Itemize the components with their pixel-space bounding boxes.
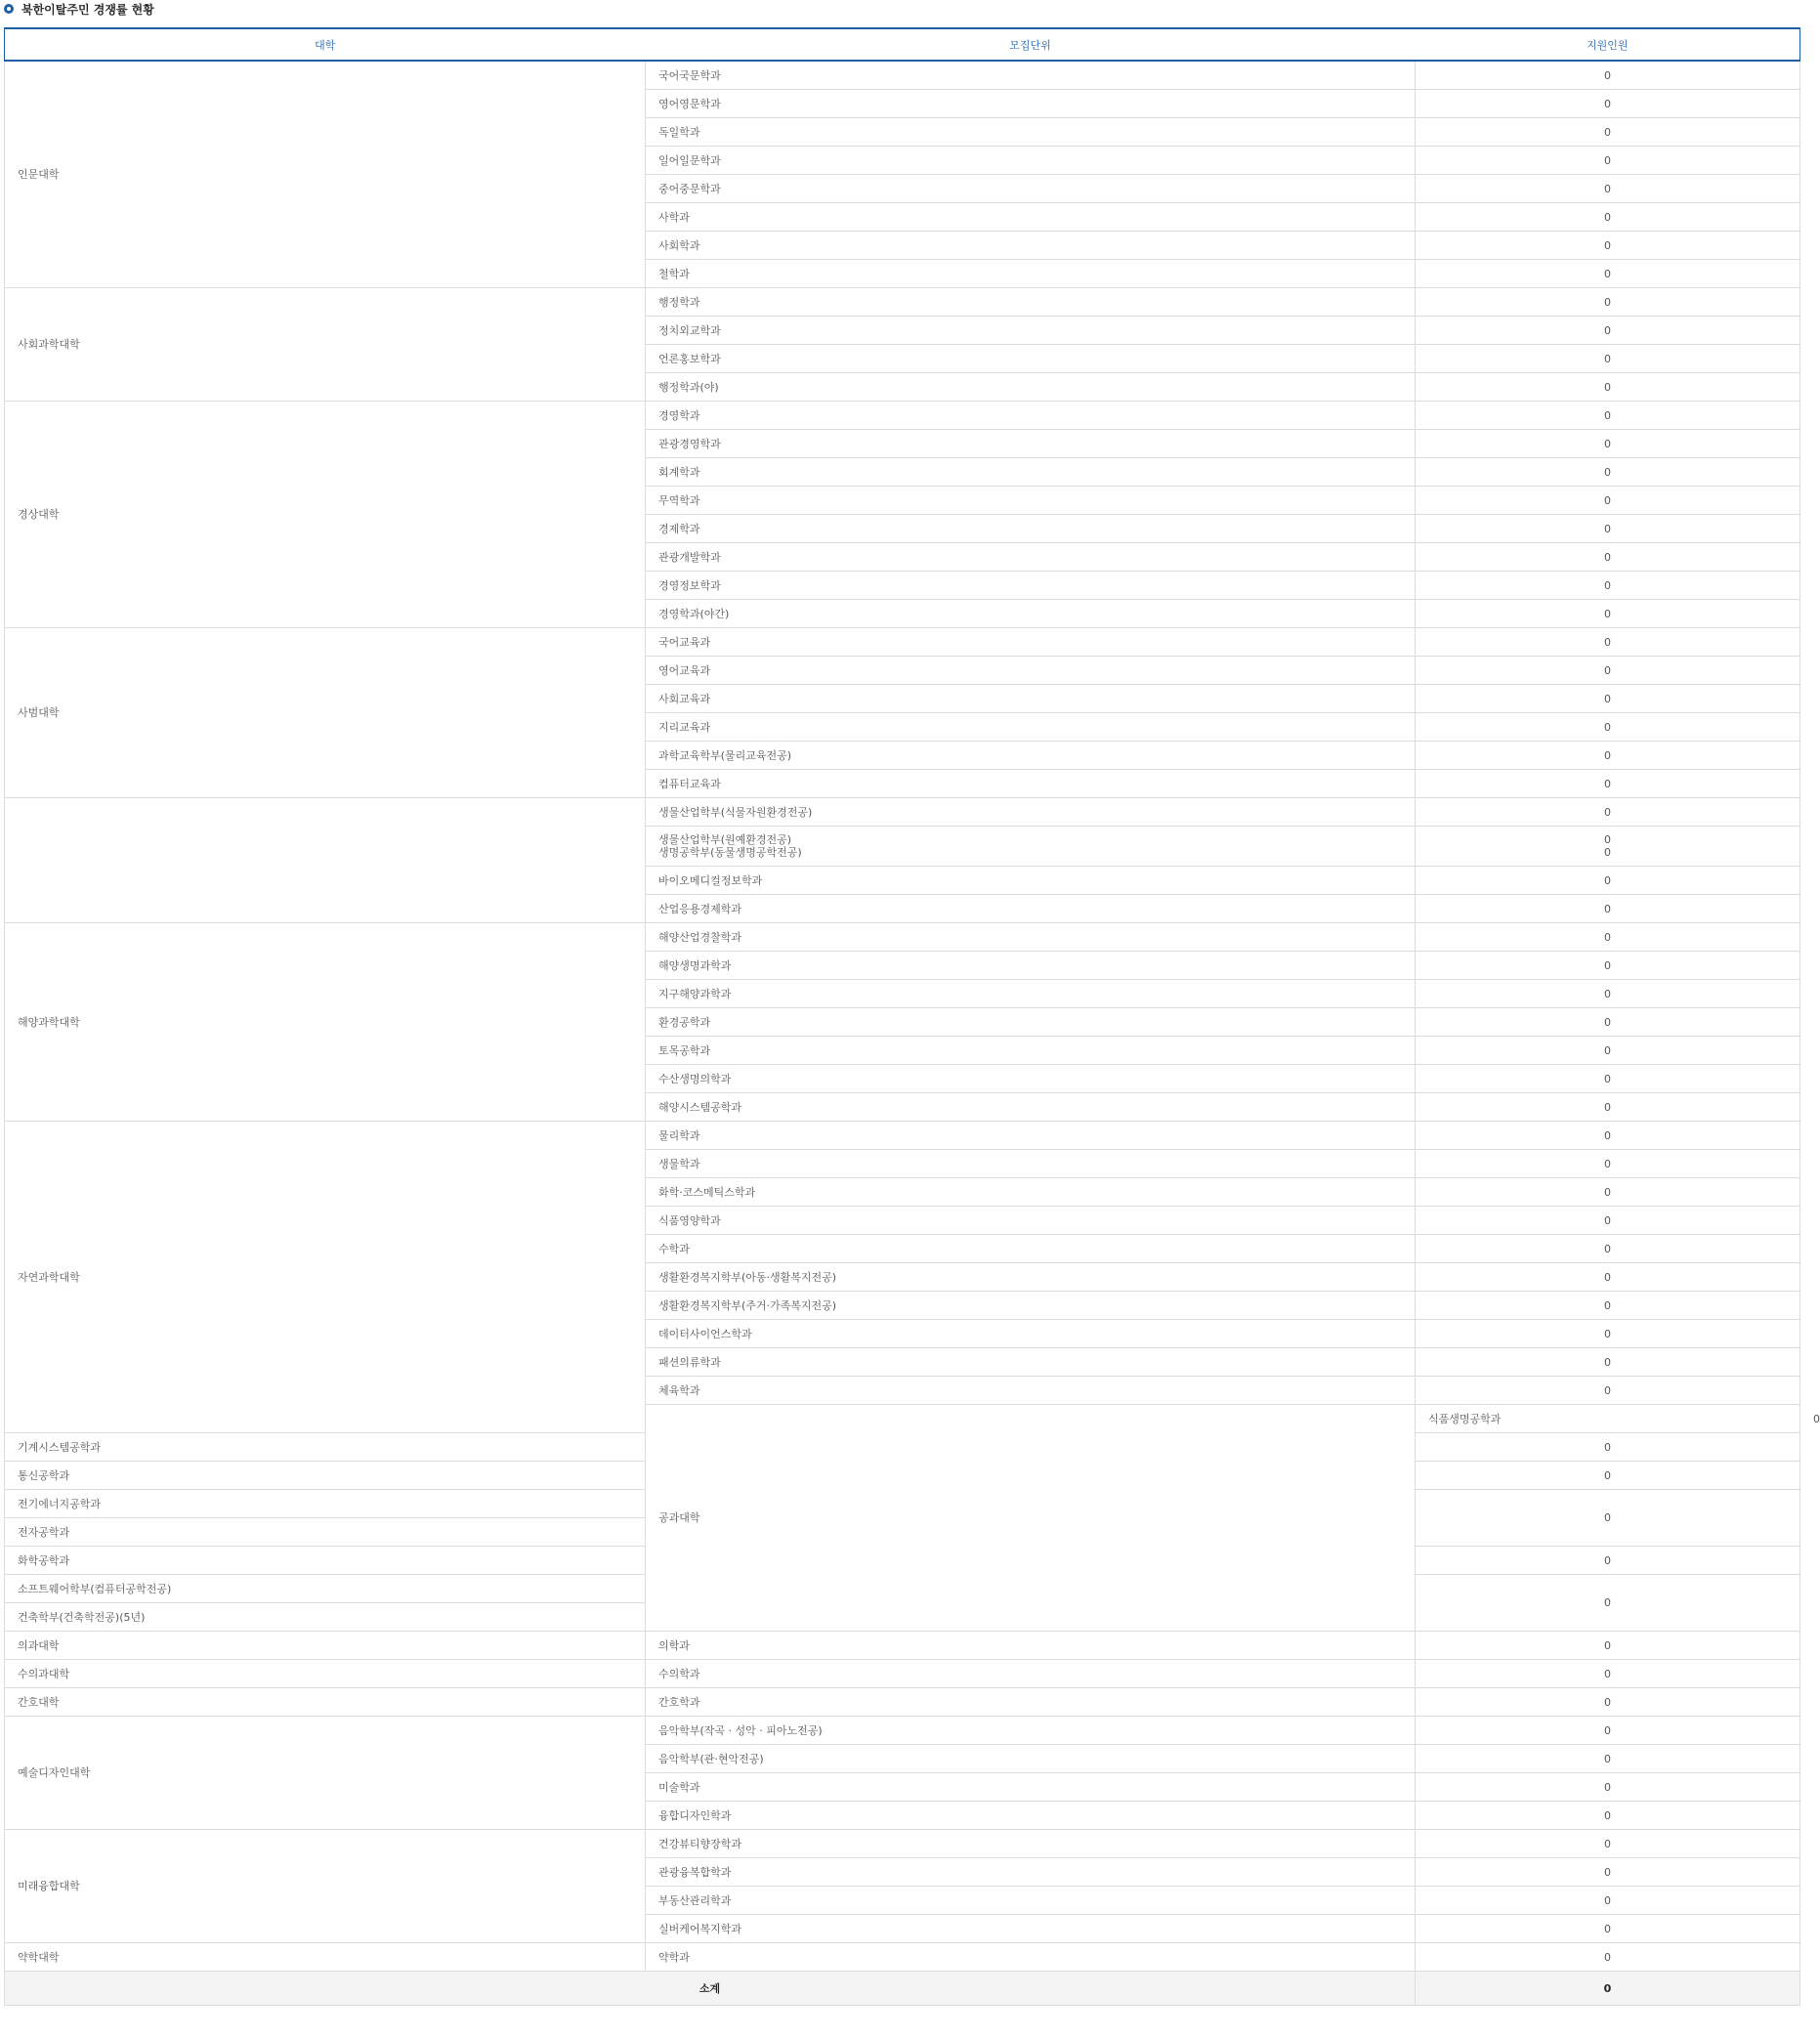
count-line: 0 [1604,846,1611,859]
count-cell: 0 [1416,1858,1800,1887]
count-cell: 0 [1416,1320,1800,1348]
count-cell: 0 [1416,798,1800,827]
dept-cell: 과학교육학부(물리교육전공) [646,742,1416,770]
count-cell [1416,827,1800,867]
table-header-row [5,28,1800,61]
count-cell: 0 [1416,288,1800,317]
dept-cell: 사회학과 [646,232,1416,260]
dept-line: 생명공학부(동물생명공학전공) [658,846,802,859]
count-cell: 0 [1416,543,1800,572]
count-cell: 0 [1416,118,1800,147]
dept-cell: 실버케어복지학과 [646,1915,1416,1943]
dept-cell: 경제학과 [646,515,1416,543]
dept-cell: 환경공학과 [646,1008,1416,1037]
dept-cell: 부동산관리학과 [646,1887,1416,1915]
dept-cell: 전자공학과 [5,1518,646,1547]
dept-cell: 패션의류학과 [646,1348,1416,1377]
dept-cell: 해양시스템공학과 [646,1093,1416,1122]
count-cell: 0 [1416,1745,1800,1773]
dept-cell: 관광개발학과 [646,543,1416,572]
college-cell: 간호대학 [5,1688,646,1717]
college-cell [5,798,646,923]
dept-line: 생물산업학부(원예환경전공) [658,833,792,846]
dept-cell: 해양산업경찰학과 [646,923,1416,952]
count-cell: 0 [1416,232,1800,260]
count-cell: 0 [1416,980,1800,1008]
count-cell: 0 [1416,1462,1800,1490]
count-cell: 0 [1416,1547,1800,1575]
dept-cell: 식품생명공학과 [1416,1405,1800,1433]
count-cell: 0 [1416,203,1800,232]
count-cell: 0 [1416,1235,1800,1263]
college-cell: 의과대학 [5,1632,646,1660]
dept-cell [646,827,1416,867]
count-cell: 0 [1416,628,1800,657]
subtotal-value: 0 [1416,1972,1800,2006]
dept-cell: 무역학과 [646,487,1416,515]
table-body [5,61,1820,1972]
section-title-row [4,0,154,18]
table-row [5,1943,1800,1972]
count-cell: 0 [1416,1037,1800,1065]
count-cell: 0 [1416,770,1800,798]
subtotal-label: 소계 [5,1972,1416,2006]
count-cell: 0 [1416,1207,1800,1235]
table-row [5,1122,1800,1150]
count-cell: 0 [1416,373,1800,402]
count-cell: 0 [1416,572,1800,600]
dept-cell: 수학과 [646,1235,1416,1263]
table-row [5,1660,1800,1688]
dept-cell: 경영학과 [646,402,1416,430]
dept-cell: 산업응용경제학과 [646,895,1416,923]
table-row [5,1632,1800,1660]
dept-cell: 수산생명의학과 [646,1065,1416,1093]
dept-cell: 생활환경복지학부(아동·생활복지전공) [646,1263,1416,1292]
dept-cell: 융합디자인학과 [646,1802,1416,1830]
college-cell: 인문대학 [5,61,646,288]
count-cell: 0 [1416,1660,1800,1688]
count-cell: 0 [1416,1065,1800,1093]
count-cell: 0 [1416,1887,1800,1915]
dept-cell: 건축학부(건축학전공)(5년) [5,1603,646,1632]
header-college: 대학 [5,28,646,61]
header-count: 지원인원 [1416,28,1800,61]
dept-cell: 약학과 [646,1943,1416,1972]
dept-cell: 경영학과(야간) [646,600,1416,628]
dept-cell: 정치외교학과 [646,317,1416,345]
dept-cell: 지리교육과 [646,713,1416,742]
count-cell: 0 [1416,1433,1800,1462]
count-cell: 0 [1416,1632,1800,1660]
count-cell: 0 [1416,515,1800,543]
dept-cell: 관광경영학과 [646,430,1416,458]
count-cell: 0 [1416,1688,1800,1717]
count-cell: 0 [1416,458,1800,487]
college-cell: 사범대학 [5,628,646,798]
dept-cell: 철학과 [646,260,1416,288]
dept-cell: 영어영문학과 [646,90,1416,118]
dept-cell: 영어교육과 [646,657,1416,685]
count-cell: 0 [1416,147,1800,175]
dept-cell: 화학·코스메틱스학과 [646,1178,1416,1207]
dept-cell: 국어교육과 [646,628,1416,657]
dept-cell: 음악학부(작곡 · 성악 · 피아노전공) [646,1717,1416,1745]
dept-cell: 통신공학과 [5,1462,646,1490]
dept-cell: 간호학과 [646,1688,1416,1717]
dept-cell: 생물산업학부(식물자원환경전공) [646,798,1416,827]
dept-cell: 독일학과 [646,118,1416,147]
table-row [5,288,1800,317]
table-row [5,923,1800,952]
dept-cell: 물리학과 [646,1122,1416,1150]
table-row [5,628,1800,657]
dept-cell: 소프트웨어학부(컴퓨터공학전공) [5,1575,646,1603]
dept-cell: 의학과 [646,1632,1416,1660]
count-cell: 0 [1416,61,1800,90]
count-cell: 0 [1416,713,1800,742]
dept-cell: 바이오메디컬정보학과 [646,867,1416,895]
count-cell: 0 [1416,685,1800,713]
college-cell: 경상대학 [5,402,646,628]
dept-cell: 중어중문학과 [646,175,1416,203]
count-cell: 0 [1416,1178,1800,1207]
count-cell: 0 [1416,1915,1800,1943]
dept-cell: 회계학과 [646,458,1416,487]
college-cell: 수의과대학 [5,1660,646,1688]
college-cell: 미래융합대학 [5,1830,646,1943]
dept-cell: 건강뷰티향장학과 [646,1830,1416,1858]
table-row: 공과대학 식품생명공학과 0 [5,1405,1800,1433]
dept-cell: 전기에너지공학과 [5,1490,646,1518]
dept-cell: 컴퓨터교육과 [646,770,1416,798]
header-dept: 모집단위 [646,28,1416,61]
table-row [5,402,1800,430]
dept-cell: 일어일문학과 [646,147,1416,175]
college-cell: 자연과학대학 [5,1122,646,1433]
college-cell: 해양과학대학 [5,923,646,1122]
count-cell: 0 [1416,1292,1800,1320]
count-cell: 0 [1416,923,1800,952]
dept-cell: 사회교육과 [646,685,1416,713]
college-cell: 약학대학 [5,1943,646,1972]
table-row [5,1717,1800,1745]
count-cell: 0 [1416,1150,1800,1178]
count-cell: 0 [1416,600,1800,628]
dept-cell: 수의학과 [646,1660,1416,1688]
table-row [5,798,1800,827]
count-cell: 0 [1416,175,1800,203]
count-cell: 0 [1416,90,1800,118]
dept-cell: 행정학과 [646,288,1416,317]
count-cell: 0 [1416,895,1800,923]
count-cell: 0 [1416,1377,1800,1405]
dept-cell: 행정학과(야) [646,373,1416,402]
count-cell: 0 [1416,1943,1800,1972]
count-cell: 0 [1416,1122,1800,1150]
count-cell: 0 [1416,487,1800,515]
table-row [5,1830,1800,1858]
table-row [5,1688,1800,1717]
count-cell: 0 [1416,1717,1800,1745]
count-cell: 0 [1416,657,1800,685]
dept-cell: 사학과 [646,203,1416,232]
dept-cell: 화학공학과 [5,1547,646,1575]
dept-cell: 관광융복합학과 [646,1858,1416,1887]
dept-cell: 기계시스템공학과 [5,1433,646,1462]
dept-cell: 미술학과 [646,1773,1416,1802]
college-cell: 사회과학대학 [5,288,646,402]
dept-cell: 지구해양과학과 [646,980,1416,1008]
dept-cell: 생활환경복지학부(주거·가족복지전공) [646,1292,1416,1320]
dept-cell: 해양생명과학과 [646,952,1416,980]
count-cell: 0 [1416,1773,1800,1802]
count-cell: 0 [1416,260,1800,288]
count-cell: 0 [1416,1348,1800,1377]
dept-cell: 체육학과 [646,1377,1416,1405]
dept-cell: 데이터사이언스학과 [646,1320,1416,1348]
count-cell: 0 [1416,317,1800,345]
count-cell: 0 [1416,430,1800,458]
count-cell: 0 [1416,1575,1800,1632]
dept-cell: 음악학부(관·현악전공) [646,1745,1416,1773]
count-cell: 0 [1416,952,1800,980]
count-cell: 0 [1416,1263,1800,1292]
count-cell: 0 [1416,1093,1800,1122]
dept-cell: 토목공학과 [646,1037,1416,1065]
dept-cell: 경영정보학과 [646,572,1416,600]
count-cell: 0 [1416,345,1800,373]
college-cell: 예술디자인대학 [5,1717,646,1830]
count-cell: 0 [1416,742,1800,770]
subtotal-row [5,1972,1800,2006]
dept-cell: 국어국문학과 [646,61,1416,90]
table-row [5,61,1800,90]
count-line: 0 [1604,833,1611,846]
count-cell: 0 [1416,1008,1800,1037]
count-cell: 0 [1416,1830,1800,1858]
count-cell: 0 [1416,1490,1800,1547]
bullet-icon [4,4,14,14]
count-cell: 0 [1416,867,1800,895]
section-title: 북한이탈주민 경쟁률 현황 [21,2,154,17]
count-cell: 0 [1416,402,1800,430]
competition-table [4,27,1820,2006]
dept-cell: 언론홍보학과 [646,345,1416,373]
dept-cell: 식품영양학과 [646,1207,1416,1235]
college-cell: 공과대학 [646,1405,1416,1632]
count-cell: 0 [1416,1802,1800,1830]
dept-cell: 생물학과 [646,1150,1416,1178]
